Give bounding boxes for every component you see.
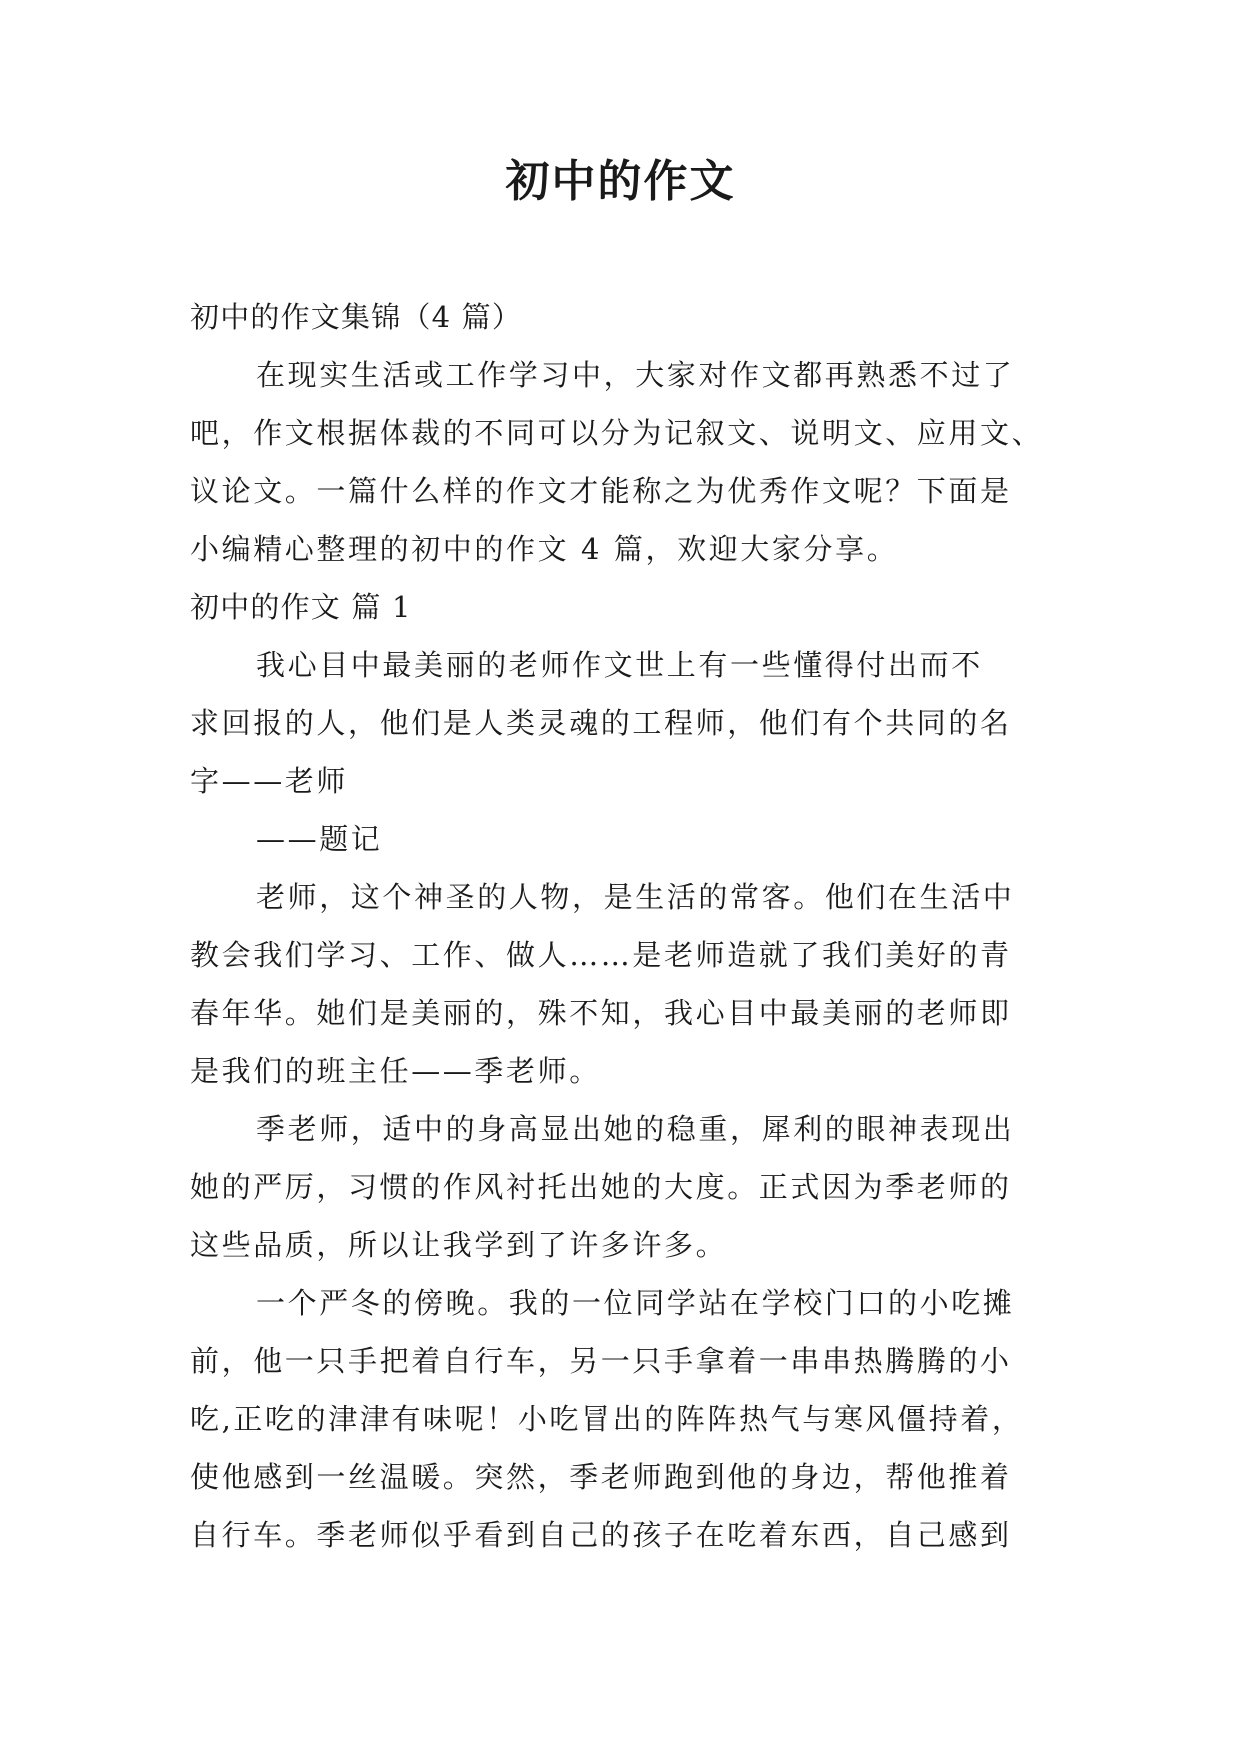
document-title: 初中的作文 bbox=[505, 156, 736, 207]
paragraph-line: 使他感到一丝温暖。突然，季老师跑到他的身边，帮他推着 bbox=[190, 1460, 1012, 1494]
paragraph-line: 老师，这个神圣的人物，是生活的常客。他们在生活中 bbox=[256, 880, 1015, 914]
paragraph-line: 字——老师 bbox=[190, 764, 349, 798]
paragraph-line: 小编精心整理的初中的作文 4 篇，欢迎大家分享。 bbox=[190, 532, 899, 566]
document-body bbox=[190, 288, 1052, 1564]
paragraph-line: 春年华。她们是美丽的，殊不知，我心目中最美丽的老师即 bbox=[190, 996, 1012, 1030]
paragraph-line: 是我们的班主任——季老师。 bbox=[190, 1054, 601, 1088]
paragraph-line: 一个严冬的傍晚。我的一位同学站在学校门口的小吃摊 bbox=[256, 1286, 1015, 1320]
paragraph-line: 在现实生活或工作学习中，大家对作文都再熟悉不过了 bbox=[256, 358, 1015, 392]
paragraph-line: 求回报的人，他们是人类灵魂的工程师，他们有个共同的名 bbox=[190, 706, 1012, 740]
paragraph-line: 这些品质，所以让我学到了许多许多。 bbox=[190, 1228, 728, 1262]
paragraph-line: 吧，作文根据体裁的不同可以分为记叙文、说明文、应用文、 bbox=[190, 416, 1044, 450]
section-heading: 初中的作文 篇 1 bbox=[190, 590, 412, 624]
paragraph-line: 季老师，适中的身高显出她的稳重，犀利的眼神表现出 bbox=[256, 1112, 1015, 1146]
epigraph-line: ——题记 bbox=[256, 822, 383, 856]
paragraph-line: 吃,正吃的津津有味呢！小吃冒出的阵阵热气与寒风僵持着， bbox=[190, 1402, 1024, 1436]
paragraph-line: 我心目中最美丽的老师作文世上有一些懂得付出而不 bbox=[256, 648, 983, 682]
paragraph-line: 教会我们学习、工作、做人……是老师造就了我们美好的青 bbox=[190, 938, 1012, 972]
paragraph-line: 议论文。一篇什么样的作文才能称之为优秀作文呢？下面是 bbox=[190, 474, 1012, 508]
paragraph-line: 自行车。季老师似乎看到自己的孩子在吃着东西，自己感到 bbox=[190, 1518, 1012, 1552]
paragraph-line: 前，他一只手把着自行车，另一只手拿着一串串热腾腾的小 bbox=[190, 1344, 1012, 1378]
paragraph-line: 她的严厉，习惯的作风衬托出她的大度。正式因为季老师的 bbox=[190, 1170, 1012, 1204]
collection-heading: 初中的作文集锦（4 篇） bbox=[190, 300, 523, 334]
